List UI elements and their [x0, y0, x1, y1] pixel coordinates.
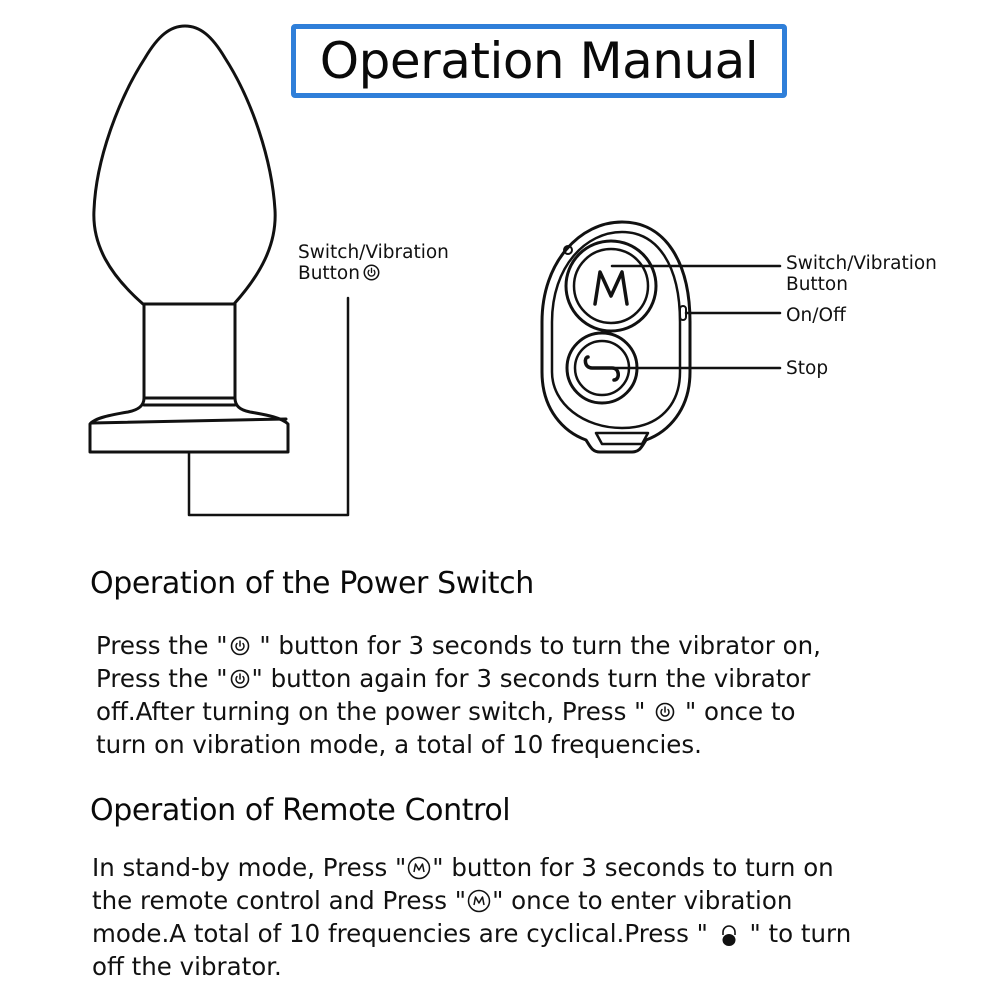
plug-callout [298, 242, 449, 284]
text-line: off.After turning on the power switch, Press " " once to [96, 697, 796, 726]
power-icon [655, 702, 675, 722]
text-line: off the vibrator. [92, 952, 282, 981]
plug-neck-illustration [144, 304, 235, 398]
plug-callout-line2: Button [298, 263, 360, 284]
power-icon [230, 669, 250, 689]
page-title: Operation Manual [319, 32, 759, 90]
remote-illustration [542, 222, 690, 452]
text-line: mode.A total of 10 frequencies are cyclical.Press " " to turn [92, 919, 852, 948]
remote-callout-stop [786, 358, 828, 379]
section-body-remote-control [92, 851, 851, 983]
remote-callout-switch-line2: Button [786, 274, 848, 295]
remote-callout-onoff [786, 305, 846, 326]
remote-callout-onoff-label: On/Off [786, 305, 846, 326]
remote-callout-stop-label: Stop [786, 358, 829, 379]
m-circle-icon [467, 889, 491, 913]
power-icon [230, 636, 250, 656]
m-button-glyph [595, 272, 627, 304]
lock-toggle-icon [720, 924, 738, 948]
power-icon [363, 264, 380, 281]
section-heading-power-switch: Operation of the Power Switch [90, 566, 534, 601]
text-line: In stand-by mode, Press " " button for 3 seconds to turn on [92, 853, 834, 882]
text-line: the remote control and Press " " once to enter vibration [92, 886, 793, 915]
text-line: turn on vibration mode, a total of 10 frequencies. [96, 730, 702, 759]
remote-callout-switch-line1: Switch/Vibration [786, 253, 937, 274]
plug-callout-line1: Switch/Vibration [298, 242, 449, 263]
section-heading-remote-control: Operation of Remote Control [90, 793, 511, 828]
remote-callout-switch [786, 253, 937, 295]
plug-body-illustration [94, 26, 275, 304]
m-circle-icon [407, 856, 431, 880]
text-line: Press the " " button for 3 seconds to turn the vibrator on, [96, 631, 821, 660]
text-line: Press the " " button again for 3 seconds turn the vibrator [96, 664, 811, 693]
section-body-power-switch [96, 629, 821, 761]
